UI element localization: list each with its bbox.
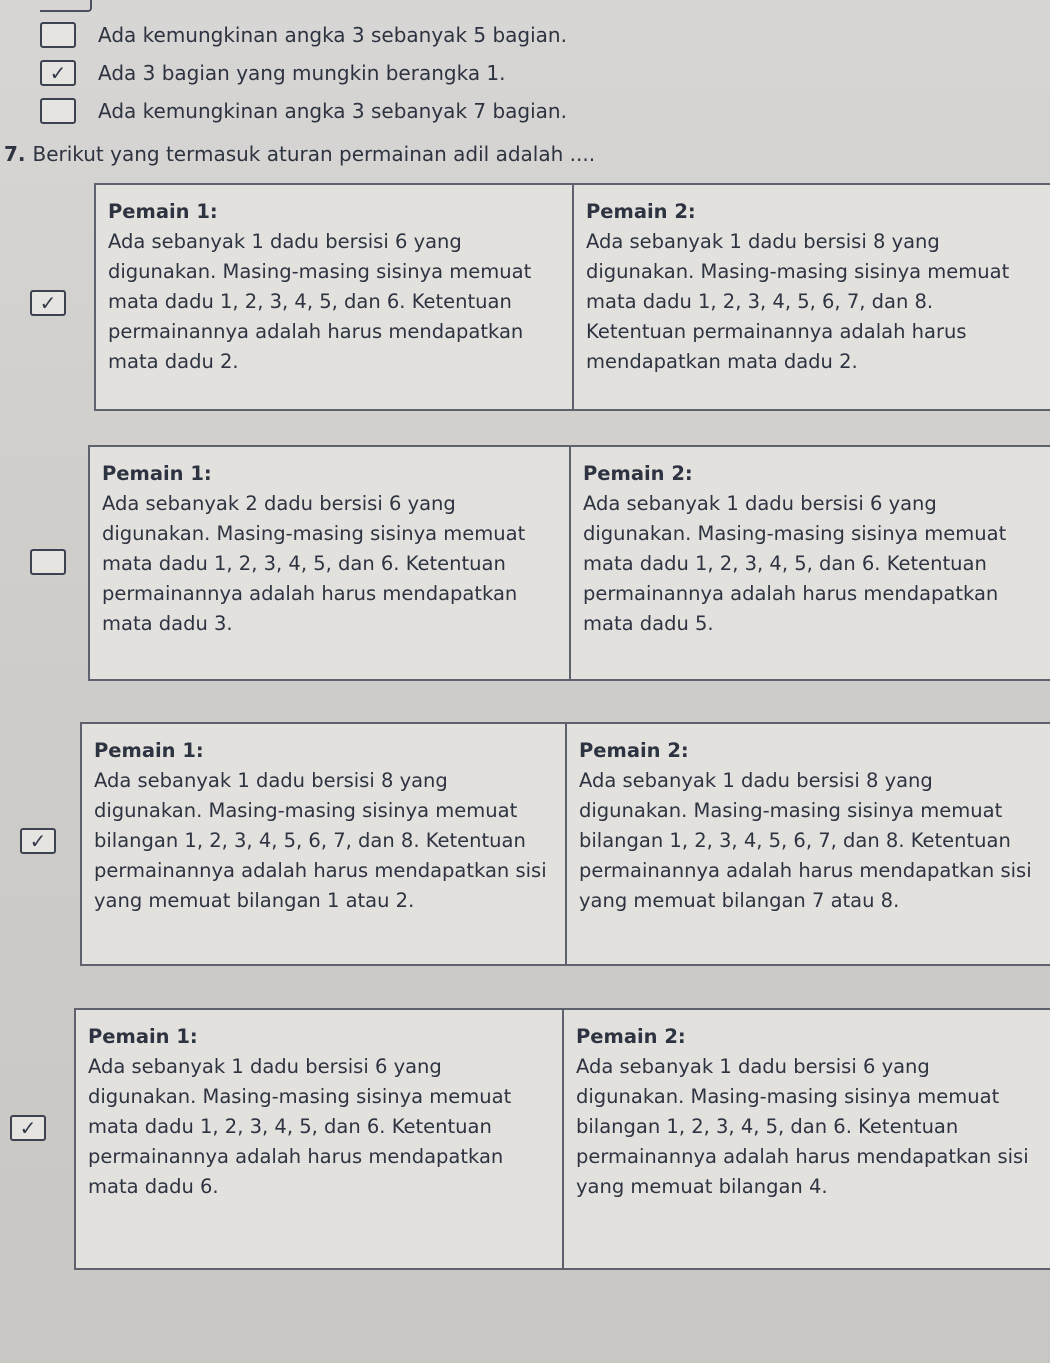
option-b-card bbox=[88, 445, 1050, 681]
option-b-player-1 bbox=[90, 447, 571, 679]
check-mark-icon: ✓ bbox=[49, 61, 67, 85]
option-a-card bbox=[94, 183, 1050, 411]
option-d-checkbox[interactable] bbox=[10, 1115, 46, 1141]
option-c-card bbox=[80, 722, 1050, 966]
option-a[interactable] bbox=[30, 290, 88, 316]
check-mark-icon: ✓ bbox=[39, 291, 57, 315]
question-number: 7. bbox=[4, 142, 26, 166]
prev-option-1[interactable] bbox=[40, 22, 567, 48]
player-2-heading: Pemain 2: bbox=[583, 462, 693, 485]
option-a-player-1 bbox=[96, 185, 574, 409]
check-mark-icon: ✓ bbox=[29, 829, 47, 853]
option-c-player-1 bbox=[82, 724, 567, 964]
check-mark-icon: ✓ bbox=[19, 1116, 37, 1140]
option-b-checkbox[interactable] bbox=[30, 549, 66, 575]
player-2-rules: Ada sebanyak 1 dadu bersisi 8 yang digunakan. Masing-masing sisinya memuat mata dadu 1, 2, 3, 4, 5, 6, 7, dan 8. Ketentuan permainannya adalah harus mendapatkan mata dadu 2. bbox=[586, 230, 1010, 373]
option-d-player-2 bbox=[564, 1010, 1050, 1268]
option-c[interactable] bbox=[20, 828, 78, 854]
previous-checkbox-edge bbox=[40, 0, 92, 12]
prev-option-2-label: Ada 3 bagian yang mungkin berangka 1. bbox=[98, 61, 506, 85]
option-a-checkbox[interactable] bbox=[30, 290, 66, 316]
player-2-rules: Ada sebanyak 1 dadu bersisi 6 yang digunakan. Masing-masing sisinya memuat mata dadu 1, 2, 3, 4, 5, dan 6. Ketentuan permainannya adalah harus mendapatkan mata dadu 5. bbox=[583, 492, 1007, 635]
player-1-rules: Ada sebanyak 1 dadu bersisi 8 yang digunakan. Masing-masing sisinya memuat bilangan 1, 2, 3, 4, 5, 6, 7, dan 8. Ketentuan permainannya adalah harus mendapatkan sisi yang memuat bilangan 1 atau 2. bbox=[94, 769, 547, 912]
prev-option-2-checkbox[interactable] bbox=[40, 60, 76, 86]
player-1-rules: Ada sebanyak 1 dadu bersisi 6 yang digunakan. Masing-masing sisinya memuat mata dadu 1, 2, 3, 4, 5, dan 6. Ketentuan permainannya adalah harus mendapatkan mata dadu 2. bbox=[108, 230, 532, 373]
prev-option-2[interactable] bbox=[40, 60, 506, 86]
player-1-heading: Pemain 1: bbox=[102, 462, 212, 485]
prev-option-1-checkbox[interactable] bbox=[40, 22, 76, 48]
prev-option-1-label: Ada kemungkinan angka 3 sebanyak 5 bagian. bbox=[98, 23, 567, 47]
player-2-heading: Pemain 2: bbox=[579, 739, 689, 762]
option-c-checkbox[interactable] bbox=[20, 828, 56, 854]
option-d-player-1 bbox=[76, 1010, 564, 1268]
option-b-player-2 bbox=[571, 447, 1050, 679]
option-a-player-2 bbox=[574, 185, 1050, 409]
player-2-rules: Ada sebanyak 1 dadu bersisi 8 yang digunakan. Masing-masing sisinya memuat bilangan 1, 2, 3, 4, 5, 6, 7, dan 8. Ketentuan permainannya adalah harus mendapatkan sisi yang memuat bilangan 7 atau 8. bbox=[579, 769, 1032, 912]
option-d-card bbox=[74, 1008, 1050, 1270]
player-1-rules: Ada sebanyak 2 dadu bersisi 6 yang digunakan. Masing-masing sisinya memuat mata dadu 1, 2, 3, 4, 5, dan 6. Ketentuan permainannya adalah harus mendapatkan mata dadu 3. bbox=[102, 492, 526, 635]
player-1-heading: Pemain 1: bbox=[88, 1025, 198, 1048]
option-c-player-2 bbox=[567, 724, 1050, 964]
player-2-heading: Pemain 2: bbox=[586, 200, 696, 223]
option-b[interactable] bbox=[30, 549, 88, 575]
question-text: Berikut yang termasuk aturan permainan adil adalah .... bbox=[32, 142, 596, 166]
player-2-rules: Ada sebanyak 1 dadu bersisi 6 yang digunakan. Masing-masing sisinya memuat bilangan 1, 2, 3, 4, 5, dan 6. Ketentuan permainannya adalah harus mendapatkan sisi yang memuat bilangan 4. bbox=[576, 1055, 1029, 1198]
option-d[interactable] bbox=[10, 1115, 68, 1141]
question-7 bbox=[4, 142, 595, 166]
player-1-heading: Pemain 1: bbox=[94, 739, 204, 762]
prev-option-3[interactable] bbox=[40, 98, 567, 124]
prev-option-3-checkbox[interactable] bbox=[40, 98, 76, 124]
player-1-heading: Pemain 1: bbox=[108, 200, 218, 223]
player-2-heading: Pemain 2: bbox=[576, 1025, 686, 1048]
prev-option-3-label: Ada kemungkinan angka 3 sebanyak 7 bagian. bbox=[98, 99, 567, 123]
player-1-rules: Ada sebanyak 1 dadu bersisi 6 yang digunakan. Masing-masing sisinya memuat mata dadu 1, 2, 3, 4, 5, dan 6. Ketentuan permainannya adalah harus mendapatkan mata dadu 6. bbox=[88, 1055, 512, 1198]
